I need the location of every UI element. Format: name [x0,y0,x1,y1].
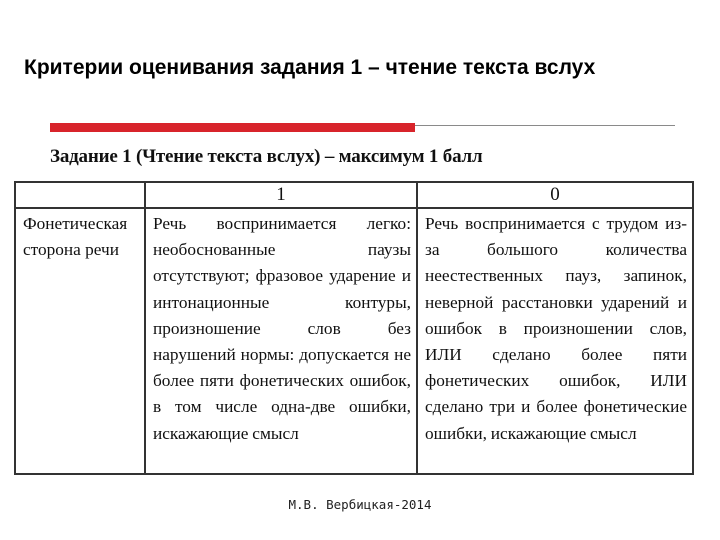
header-criterion [15,182,145,208]
criterion-cell: Фонетическая сторона речи [15,208,145,474]
header-score-1: 1 [145,182,417,208]
table-row [15,208,693,474]
task-heading: Задание 1 (Чтение текста вслух) – максимум 1 балл [50,146,483,167]
slide-title: Критерии оценивания задания 1 – чтение текста вслух [24,56,596,79]
header-score-0: 0 [417,182,693,208]
score-0-description: Речь воспринимается с трудом из-за большого количества неестественных пауз, запинок, неверной расстановки ударений и ошибок в произношении слов, ИЛИ сделано более пяти фонетических ошибок, ИЛИ сделано три и более фонетические ошибки, искажающие смысл [417,208,693,474]
title-divider-line [415,125,675,126]
title-accent-bar [50,123,415,132]
score-1-description: Речь воспринимается легко: необоснованные паузы отсутствуют; фразовое ударение и интонационные контуры, произношение слов без нарушений нормы: допускается не более пяти фонетических ошибок, в том числе одна-две ошибки, искажающие смысл [145,208,417,474]
table-header-row [15,182,693,208]
criteria-table [14,181,694,475]
footer-author: М.В. Вербицкая-2014 [288,497,432,512]
